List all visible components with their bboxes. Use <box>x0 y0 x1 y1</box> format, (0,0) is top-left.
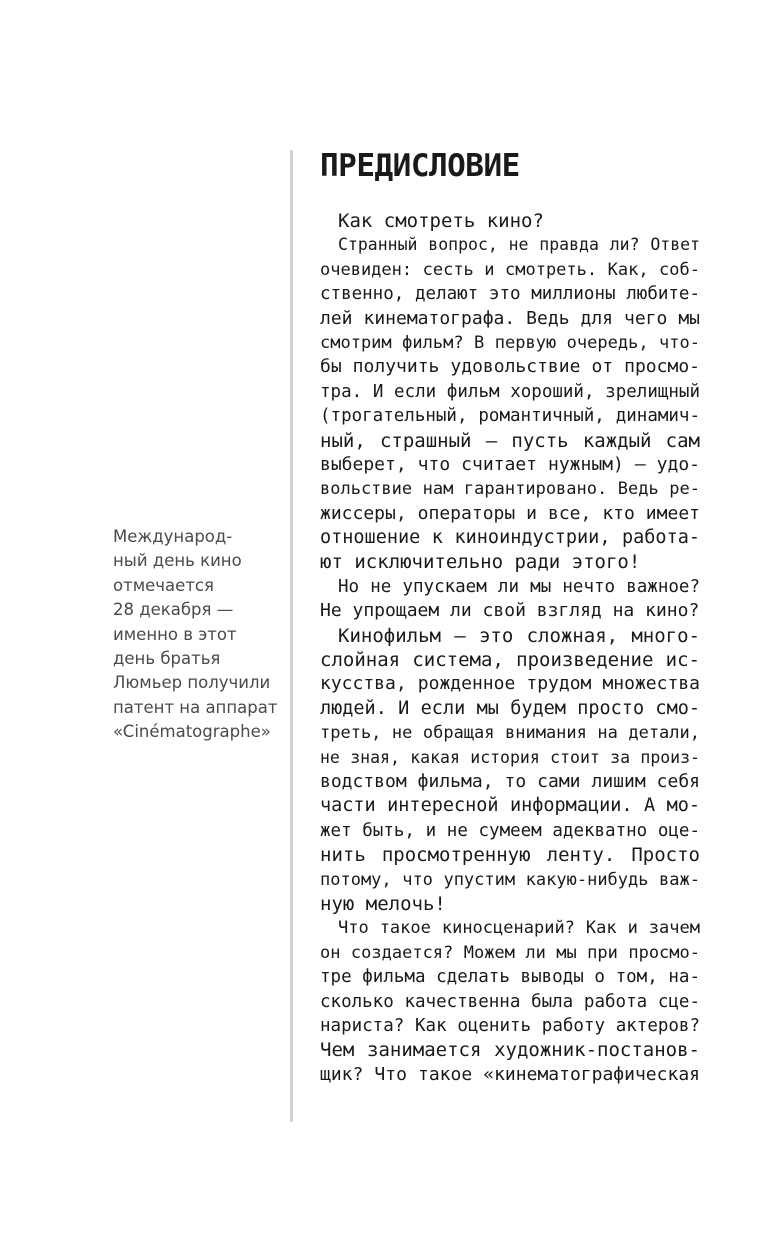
paragraph-line: нить просмотренную ленту. Просто <box>320 844 700 867</box>
side-note-line: Люмьер получили <box>113 673 271 693</box>
paragraph-line: Кинофильм — это сложная, много- <box>338 624 700 647</box>
paragraph-line: вольствие нам гарантировано. Ведь ре- <box>320 479 700 500</box>
paragraph-line: сколько качественна была работа сце- <box>320 991 700 1012</box>
paragraph-line: отношение к киноиндустрии, работа- <box>320 527 700 549</box>
paragraph-line: водством фильма, то сами лишим себя <box>320 770 700 792</box>
paragraph-line: бы получить удовольствие от просмо- <box>320 356 700 378</box>
paragraph-line: треть, не обращая внимания на детали, <box>320 723 700 744</box>
paragraph-line: кусства, рожденное трудом множества <box>320 673 700 695</box>
paragraph-line: жиссеры, операторы и все, кто имеет <box>320 502 700 524</box>
paragraph-line: ную мелочь! <box>320 892 446 915</box>
paragraph-line: лей кинематографа. Ведь для чего мы <box>320 307 700 329</box>
side-note-line: 28 декабря — <box>113 600 234 620</box>
paragraph-line: ственно, делают это миллионы любите- <box>320 284 700 305</box>
paragraph-line: тре фильма сделать выводы о том, на- <box>320 967 700 988</box>
side-note <box>113 525 278 745</box>
side-note-line: ный день кино <box>113 551 242 571</box>
side-note-line: Международ- <box>113 527 233 546</box>
chapter-heading: ПРЕДИСЛОВИЕ <box>320 148 520 184</box>
side-note-line: именно в этот <box>113 624 237 644</box>
paragraph-line: Что такое киносценарий? Как и зачем <box>338 918 700 939</box>
paragraph-line: людей. И если мы будем просто смо- <box>320 697 700 719</box>
paragraph-line: потому, что упустим какую-нибудь важ- <box>320 869 700 890</box>
paragraph-line: нариста? Как оценить работу актеров? <box>320 1015 700 1036</box>
paragraph-line: щик? Что такое «кинематографическая <box>320 1063 700 1085</box>
paragraph-line: Странный вопрос, не правда ли? Ответ <box>338 235 700 255</box>
paragraph-line: он создается? Можем ли мы при просмо- <box>320 942 700 963</box>
paragraph-line: Как смотреть кино? <box>338 210 544 232</box>
side-note-line: день братья <box>113 648 221 668</box>
side-note-line: отмечается <box>113 575 214 595</box>
margin-rule <box>290 150 293 1122</box>
paragraph-line: выберет, что считает нужным) — удо- <box>320 453 700 475</box>
paragraph-line: тра. И если фильм хороший, зрелищный <box>320 381 700 402</box>
paragraph-line: части интересной информации. А мо- <box>320 795 700 817</box>
paragraph-line: ют исключительно ради этого! <box>320 551 641 574</box>
paragraph-line: очевиден: сесть и смотреть. Как, соб- <box>320 259 700 280</box>
paragraph-line: не зная, какая история стоит за произ- <box>320 747 700 767</box>
side-note-line: «Cinématographe» <box>113 722 271 742</box>
paragraph-line: жет быть, и не сумеем адекватно оце- <box>320 820 700 841</box>
paragraph-line: Но не упускаем ли мы нечто важное? <box>338 576 700 597</box>
paragraph-line: ный, страшный — пусть каждый сам <box>320 429 700 452</box>
side-note-line: патент на аппарат <box>113 697 278 717</box>
body-text <box>320 209 700 1087</box>
paragraph-line: Не упрощаем ли свой взгляд на кино? <box>320 600 700 622</box>
paragraph-line: Чем занимается художник-постанов- <box>320 1039 700 1062</box>
paragraph-line: (трогательный, романтичный, динамич- <box>320 406 700 427</box>
paragraph-line: слойная система, произведение ис- <box>320 649 700 672</box>
paragraph-line: смотрим фильм? В первую очередь, что- <box>320 332 700 353</box>
